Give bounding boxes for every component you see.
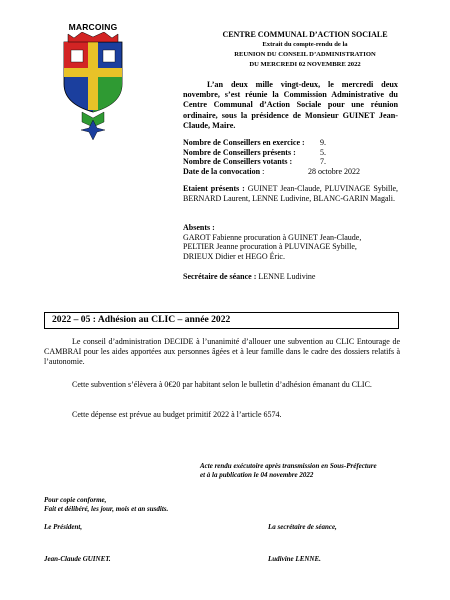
present-members — [183, 184, 398, 203]
certification-line: Pour copie conforme, — [44, 496, 107, 504]
stat-value: 28 octobre 2022 — [308, 166, 360, 176]
stat-convocation-date — [183, 167, 398, 177]
secretary-role: La secrétaire de séance, — [268, 523, 337, 531]
stat-value: 5. — [320, 147, 326, 157]
header-line: REUNION DU CONSEIL D’ADMINISTRATION — [234, 51, 376, 58]
subject-title: 2022 – 05 : Adhésion au CLIC – année 2022 — [52, 314, 231, 325]
absent-label: Absents : — [183, 223, 215, 232]
body-paragraph: Cette subvention s’élèvera à 0€20 par habitant selon le bulletin d’adhésion émanant du CLIC. — [72, 380, 372, 389]
crest-tower-right — [103, 50, 115, 62]
stat-label: Nombre de Conseillers présents : — [183, 147, 296, 157]
certification-note — [44, 496, 264, 515]
absent-line: PELTIER Jeanne procuration à PLUVINAGE Sybille, — [183, 242, 357, 252]
executory-note — [200, 462, 400, 481]
absent-line: GAROT Fabienne procuration à GUINET Jean-Claude, — [183, 232, 362, 242]
absent-members — [183, 223, 398, 261]
document-header — [200, 30, 410, 70]
executory-line: et à la publication le 04 novembre 2022 — [200, 471, 314, 480]
stat-label: Nombre de Conseillers votants : — [183, 157, 293, 167]
header-title: CENTRE COMMUNAL D’ACTION SOCIALE — [222, 30, 388, 39]
stat-present — [183, 148, 398, 158]
president-name: Jean-Claude GUINET. — [44, 555, 111, 563]
stat-in-office — [183, 138, 398, 148]
secretary-signature-name: Ludivine LENNE. — [268, 555, 321, 563]
logo-town-name: MARCOING — [68, 22, 118, 32]
header-line: Extrait du compte-rendu de la — [262, 41, 348, 48]
stat-value: 9. — [320, 138, 326, 147]
stat-value: 7. — [320, 157, 326, 167]
body-paragraph: Cette dépense est prévue au budget primitif 2022 à l’article 6574. — [72, 410, 282, 419]
present-list: GUINET Jean-Claude, PLUVINAGE Sybille, BERNARD Laurent, LENNE Ludivine, BLANC-GARIN Magali. — [183, 184, 398, 203]
president-role: Le Président, — [44, 523, 83, 531]
stat-label: Nombre de Conseillers en exercice : — [183, 138, 305, 147]
attendance-stats — [183, 138, 398, 176]
crest-crown — [68, 32, 118, 42]
absent-line: DRIEUX Didier et HEGO Éric. — [183, 251, 285, 261]
town-crest-logo — [60, 32, 126, 140]
header-line: DU MERCREDI 02 NOVEMBRE 2022 — [249, 61, 361, 68]
secretary-label: Secrétaire de séance : — [183, 272, 257, 281]
crest-cross-horizontal — [64, 68, 122, 77]
intro-paragraph: L’an deux mille vingt-deux, le mercredi deux novembre, s’est réunie la Commission Administrative du Centre Communal d’Action Sociale pour une réunion ordinaire, sous la présidence de Monsieur GUINET Jean-Claude, Maire. — [183, 80, 398, 130]
present-label: Etaient présents : — [183, 184, 245, 193]
secretary-name: LENNE Ludivine — [256, 272, 316, 281]
stat-voting — [183, 157, 398, 167]
body-paragraph: Le conseil d’administration DECIDE à l’unanimité d’allouer une subvention au CLIC Entourage de CAMBRAI pour les aides apportées aux personnes âgées et à leur famille dans le cadre des dossiers relatifs à l’autonomie. — [44, 337, 400, 366]
stat-label: Date de la convocation — [183, 166, 261, 176]
stat-separator: : — [260, 166, 265, 176]
executory-line: Acte rendu exécutoire après transmission en Sous-Préfecture — [200, 462, 377, 470]
crest-tower-left — [71, 50, 83, 62]
session-secretary — [183, 272, 398, 281]
certification-line: Fait et délibéré, les jour, mois et an susdits. — [44, 505, 169, 514]
